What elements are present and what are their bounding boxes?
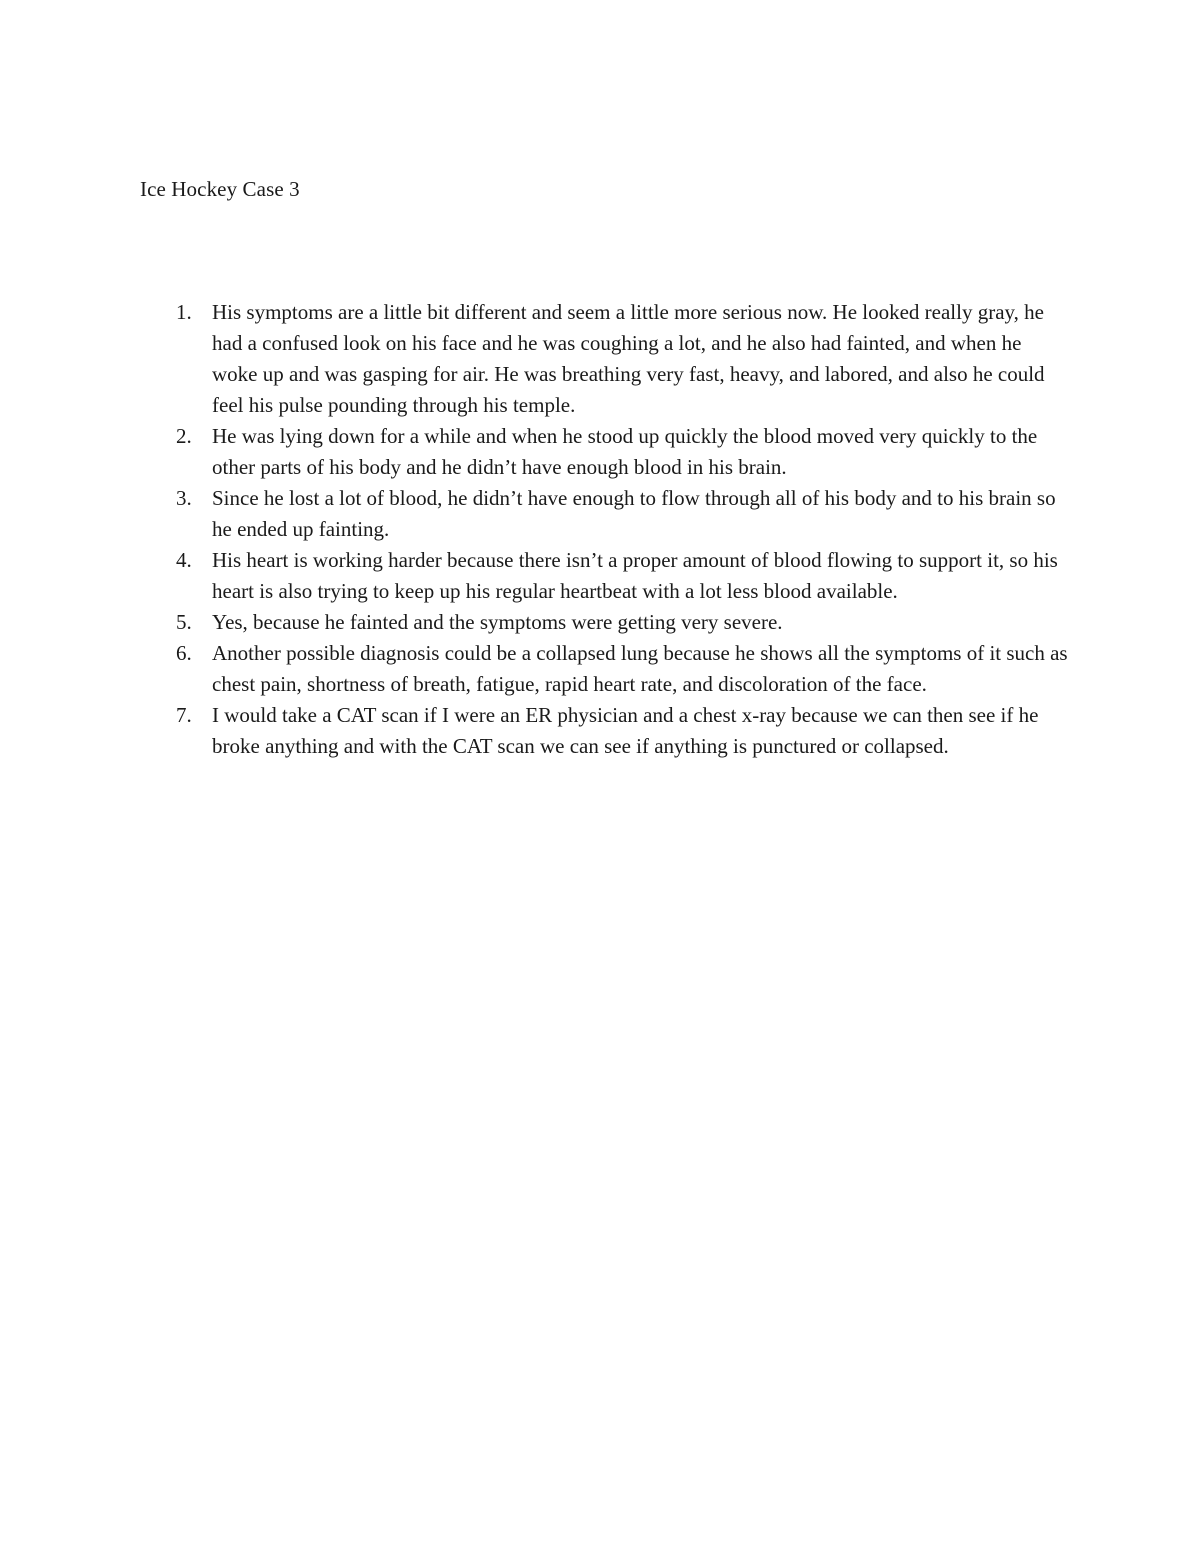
item-text: I would take a CAT scan if I were an ER physician and a chest x-ray because we can then see if he broke anything and with the CAT scan we can see if anything is punctured or collapsed. bbox=[212, 703, 1039, 758]
item-number: 5. bbox=[176, 610, 192, 634]
item-text: His heart is working harder because there isn’t a proper amount of blood flowing to support it, so his heart is also trying to keep up his regular heartbeat with a lot less blood available. bbox=[212, 548, 1058, 603]
item-text: Another possible diagnosis could be a collapsed lung because he shows all the symptoms of it such as chest pain, shortness of breath, fatigue, rapid heart rate, and discoloration of the face. bbox=[212, 641, 1068, 696]
item-number: 6. bbox=[176, 641, 192, 665]
list-item bbox=[140, 638, 1070, 700]
item-text: He was lying down for a while and when he stood up quickly the blood moved very quickly to the other parts of his body and he didn’t have enough blood in his brain. bbox=[212, 424, 1038, 479]
list-item bbox=[140, 297, 1070, 421]
item-text: His symptoms are a little bit different and seem a little more serious now. He looked really gray, he had a confused look on his face and he was coughing a lot, and he also had fainted, and when he woke up and was gasping for air. He was breathing very fast, heavy, and labored, and also he could feel his pulse pounding through his temple. bbox=[212, 300, 1045, 417]
document-title: Ice Hockey Case 3 bbox=[140, 177, 300, 201]
item-text: Yes, because he fainted and the symptoms were getting very severe. bbox=[212, 610, 783, 634]
item-number: 7. bbox=[176, 703, 192, 727]
item-text: Since he lost a lot of blood, he didn’t have enough to flow through all of his body and to his brain so he ended up fainting. bbox=[212, 486, 1056, 541]
list-item bbox=[140, 483, 1070, 545]
item-number: 4. bbox=[176, 548, 192, 572]
item-number: 2. bbox=[176, 424, 192, 448]
item-number: 1. bbox=[176, 300, 192, 324]
item-number: 3. bbox=[176, 486, 192, 510]
answer-list bbox=[140, 297, 1070, 762]
list-item bbox=[140, 700, 1070, 762]
list-item bbox=[140, 545, 1070, 607]
list-item bbox=[140, 421, 1070, 483]
list-item bbox=[140, 607, 1070, 638]
